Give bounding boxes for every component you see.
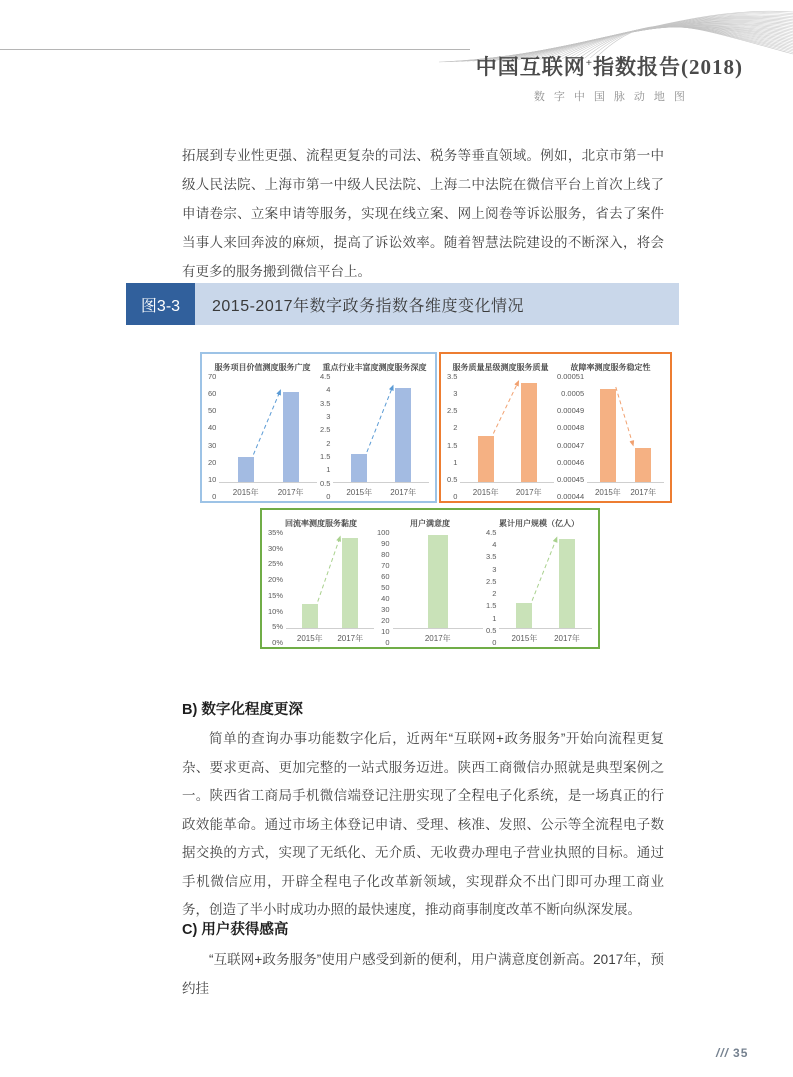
y-tick-label: 4.5: [486, 528, 497, 537]
y-tick-label: 3.5: [447, 372, 458, 381]
y-tick-label: 2.5: [320, 425, 331, 435]
trend-arrow: [219, 377, 317, 482]
y-tick-label: 3: [492, 564, 497, 574]
x-tick-label: 2017年: [630, 488, 657, 497]
figure-title: 2015-2017年数字政务指数各维度变化情况: [212, 297, 525, 315]
chart-panel-green: [260, 508, 600, 649]
x-axis-labels: [499, 629, 592, 643]
bar-chart: [208, 362, 317, 501]
x-tick-label: 2017年: [424, 634, 451, 643]
y-tick-label: 5%: [272, 622, 284, 632]
y-tick-label: 0: [385, 638, 390, 647]
y-tick-label: 10: [381, 627, 390, 636]
y-tick-label: 30%: [268, 543, 284, 553]
y-tick-label: 90: [381, 539, 390, 548]
bar-2015年: [600, 389, 616, 482]
page-number: [716, 1046, 748, 1060]
plot-area: [499, 533, 592, 629]
x-tick-label: 2017年: [337, 634, 364, 643]
page-number-slashes: ///: [716, 1046, 730, 1060]
plot-area: [587, 377, 664, 483]
y-tick-label: 3: [326, 411, 331, 421]
report-title: [476, 51, 743, 81]
bar-2015年: [238, 457, 254, 483]
y-tick-label: 50: [208, 406, 217, 416]
bar-2017年: [635, 448, 651, 483]
y-tick-label: 1: [453, 457, 458, 467]
bar-2017年: [428, 535, 448, 628]
plot-area: [219, 377, 317, 483]
report-brand: [476, 51, 743, 104]
y-tick-label: 100: [377, 528, 390, 537]
header-divider-line: [0, 49, 470, 50]
section-b-heading: B) 数字化程度更深: [182, 702, 303, 718]
y-tick-label: 0: [492, 637, 497, 647]
bar-chart: [320, 362, 429, 501]
figure-label: 图3-3: [126, 283, 195, 325]
y-tick-label: 0.00049: [557, 406, 585, 416]
y-tick-label: 0.00046: [557, 457, 585, 467]
chart-panel-blue: [200, 352, 437, 503]
y-tick-label: 4: [492, 540, 497, 550]
x-axis-labels: [219, 483, 317, 497]
x-tick-label: 2015年: [296, 634, 323, 643]
bar-2017年: [283, 392, 299, 482]
bar-2015年: [516, 603, 532, 628]
y-tick-label: 30: [381, 605, 390, 614]
bar-2015年: [302, 604, 318, 628]
y-tick-label: 0: [326, 491, 331, 501]
trend-arrow: [286, 533, 374, 628]
bar-2015年: [478, 436, 494, 483]
y-tick-label: 0.00045: [557, 474, 585, 484]
y-tick-label: 30: [208, 440, 217, 450]
x-tick-label: 2017年: [390, 488, 417, 497]
y-tick-label: 3.5: [486, 552, 497, 562]
y-tick-label: 0.00047: [557, 440, 585, 450]
y-axis-ticks: [320, 373, 333, 501]
bar-chart: [447, 362, 554, 501]
x-axis-labels: [587, 483, 664, 497]
x-tick-label: 2015年: [472, 488, 499, 497]
y-tick-label: 3.5: [320, 398, 331, 408]
bar-chart: [557, 362, 664, 501]
chart-title: 回流率测度服务黏度: [285, 519, 357, 528]
page-number-value: 35: [733, 1046, 749, 1060]
x-tick-label: 2015年: [346, 488, 373, 497]
y-tick-label: 60: [381, 572, 390, 581]
intro-paragraph: 拓展到专业性更强、流程更复杂的司法、税务等垂直领域。例如，北京市第一中级人民法院、上海市第一中级人民法院、上海二中法院在微信平台上首次上线了申请卷宗、立案申请等服务，实现在线立案、网上阅卷等诉讼服务，省去了案件当事人来回奔波的麻烦，提高了诉讼效率。随着智慧法院建设的不断深入，将会有更多的服务搬到微信平台上。: [182, 148, 664, 279]
x-tick-label: 2015年: [232, 488, 259, 497]
trend-arrow: [587, 377, 664, 482]
y-tick-label: 2.5: [486, 576, 497, 586]
y-tick-label: 2: [326, 438, 331, 448]
y-tick-label: 60: [208, 389, 217, 399]
y-tick-label: 3: [453, 389, 458, 399]
chart-title: 用户满意度: [410, 519, 450, 528]
x-tick-label: 2017年: [515, 488, 542, 497]
report-title-sup: +: [585, 57, 593, 69]
bar-2017年: [521, 383, 537, 482]
chart-title: 服务质量星级测度服务质量: [452, 363, 549, 372]
trend-arrow: [333, 377, 429, 482]
y-tick-label: 0.00048: [557, 423, 585, 433]
y-tick-label: 0.5: [447, 474, 458, 484]
bar-2017年: [342, 538, 358, 628]
report-title-rest: 指数报告(2018): [593, 55, 743, 79]
y-tick-label: 1.5: [486, 601, 497, 611]
x-axis-labels: [460, 483, 554, 497]
x-tick-label: 2015年: [511, 634, 538, 643]
y-tick-label: 2: [492, 589, 497, 599]
y-tick-label: 70: [208, 372, 217, 381]
y-tick-label: 20: [208, 457, 217, 467]
y-tick-label: 0%: [272, 637, 284, 647]
y-tick-label: 0.00044: [557, 491, 585, 501]
plot-area: [333, 377, 429, 483]
bar-2015年: [351, 454, 367, 482]
y-tick-label: 15%: [268, 590, 284, 600]
y-tick-label: 70: [381, 561, 390, 570]
y-axis-ticks: [557, 373, 587, 501]
chart-title: 服务项目价值测度服务广度: [214, 363, 311, 372]
bar-chart: [486, 518, 592, 647]
y-tick-label: 2: [453, 423, 458, 433]
chart-title: 故障率测度服务稳定性: [570, 363, 651, 372]
y-tick-label: 2.5: [447, 406, 458, 416]
y-tick-label: 4: [326, 385, 331, 395]
y-axis-ticks: [208, 373, 219, 501]
chart-title: 累计用户规模（亿人）: [499, 519, 579, 528]
plot-area: [286, 533, 374, 629]
x-axis-labels: [286, 629, 374, 643]
x-tick-label: 2015年: [594, 488, 621, 497]
y-tick-label: 40: [208, 423, 217, 433]
y-tick-label: 25%: [268, 559, 284, 569]
figure-header-bar: [126, 283, 679, 325]
chart-title: 重点行业丰富度测度服务深度: [322, 363, 427, 372]
y-tick-label: 35%: [268, 528, 284, 537]
section-c-paragraph: “互联网+政务服务”使用户感受到新的便利，用户满意度创新高。2017年，预约挂: [182, 952, 664, 996]
figure-charts-area: [0, 352, 793, 652]
bar-2017年: [395, 388, 411, 483]
y-tick-label: 50: [381, 583, 390, 592]
x-tick-label: 2017年: [277, 488, 304, 497]
trend-arrow: [499, 533, 592, 628]
plot-area: [393, 533, 483, 629]
y-tick-label: 0.5: [486, 625, 497, 635]
y-tick-label: 1.5: [447, 440, 458, 450]
bar-2017年: [559, 539, 575, 628]
y-tick-label: 0: [453, 491, 458, 501]
bar-chart: [377, 518, 483, 647]
x-tick-label: 2017年: [554, 634, 580, 643]
section-b-paragraph: 简单的查询办事功能数字化后，近两年“互联网+政务服务”开始向流程更复杂、要求更高、更加完整的一站式服务迈进。陕西工商微信办照就是典型案例之一。陕西省工商局手机微信端登记注册实现了全程电子化系统，是一场真正的行政效能革命。通过市场主体登记申请、受理、核准、发照、公示等全流程电子数据交换的方式，实现了无纸化、无介质、无收费办理电子营业执照的目标。通过手机微信应用，开辟全程电子化改革新领域，实现群众不出门即可办理工商业务，创造了半小时成功办照的最快速度，推动商事制度改革不断向纵深发展。: [182, 731, 664, 917]
y-tick-label: 80: [381, 550, 390, 559]
y-tick-label: 20: [381, 616, 390, 625]
bar-chart: [268, 518, 374, 647]
y-axis-ticks: [268, 529, 286, 647]
y-tick-label: 1: [492, 613, 497, 623]
section-c-heading: C) 用户获得感高: [182, 922, 289, 938]
y-tick-label: 20%: [268, 575, 284, 585]
report-subtitle: 数字中国脉动地图: [533, 91, 694, 103]
y-tick-label: 10%: [268, 606, 284, 616]
y-axis-ticks: [447, 373, 460, 501]
x-axis-labels: [333, 483, 429, 497]
y-tick-label: 0.5: [320, 478, 331, 488]
trend-arrow: [460, 377, 554, 482]
chart-panel-orange: [439, 352, 672, 503]
y-axis-ticks: [377, 529, 393, 647]
y-tick-label: 0.0005: [561, 389, 585, 399]
y-tick-label: 40: [381, 594, 390, 603]
plot-area: [460, 377, 554, 483]
x-axis-labels: [393, 629, 483, 643]
y-tick-label: 1.5: [320, 451, 331, 461]
y-tick-label: 1: [326, 465, 331, 475]
y-axis-ticks: [486, 529, 499, 647]
report-title-main: 中国互联网: [475, 55, 586, 79]
y-tick-label: 10: [208, 474, 217, 484]
y-tick-label: 4.5: [320, 372, 331, 381]
y-tick-label: 0: [212, 491, 217, 501]
y-tick-label: 0.00051: [557, 372, 585, 381]
